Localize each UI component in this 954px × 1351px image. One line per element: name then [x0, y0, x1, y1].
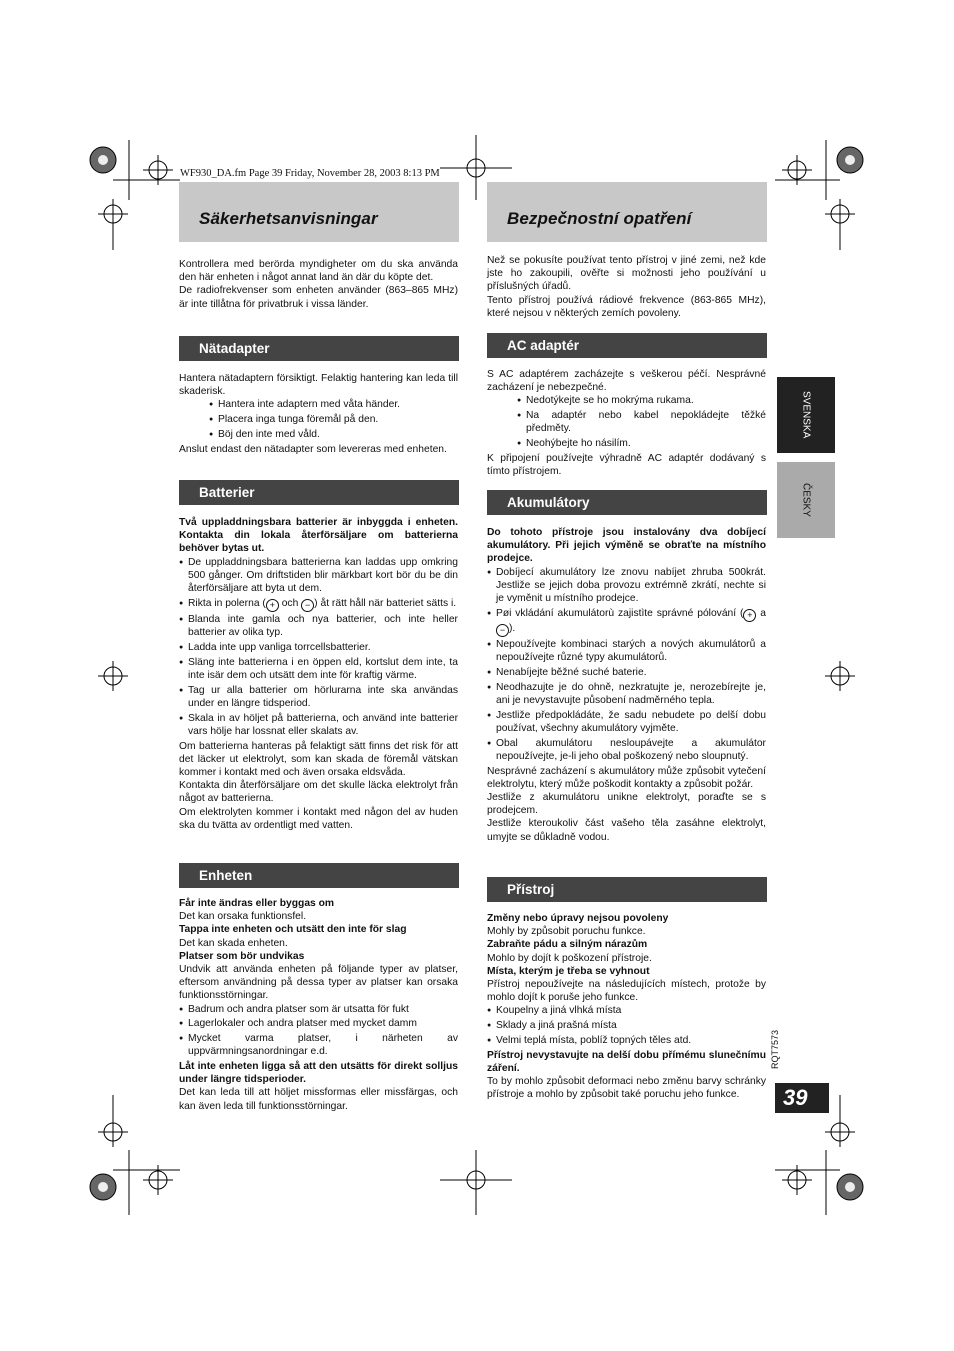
- section-header-enheten: [179, 863, 459, 888]
- list-item: ● Neodhazujte je do ohně, nezkratujte je, nerozebírejte je, ani je nevystavujte působení nadměrného tepla.: [487, 681, 766, 707]
- intro-paragraph: De radiofrekvenser som enheten använder (863–865 MHz) är inte tillåtna för privatbruk i vissa länder.: [179, 285, 458, 310]
- list-item-polarity: ● Pøi vkládání akumulátorù zajistìte správné pólování ( + a − ).: [487, 607, 766, 637]
- minus-icon: −: [301, 599, 314, 612]
- paragraph: Kontakta din återförsäljare om det skulle läcka elektrolyt från något av batterierna.: [179, 780, 458, 805]
- intro-paragraph: Kontrollera med berörda myndigheter om du ska använda den här enheten i något annat land än där du köpte det.: [179, 259, 458, 284]
- language-tab-svenska: [777, 377, 835, 453]
- section-heading: Batterier: [199, 485, 255, 500]
- document-code: RQT7573: [770, 1030, 780, 1070]
- section-header-ac-adapter: [487, 333, 767, 358]
- list-item: ● Skala in av höljet på batterierna, och använd inte batterier vars hölje har lossnat eller skalats av.: [179, 712, 458, 738]
- paragraph: Om batterierna hanteras på felaktigt sätt finns det risk för att det läcker ut elektrolyt, som kan skada de föremål vätskan kommer i kontakt med och även orsaka eldsvåda.: [179, 740, 458, 778]
- bold-paragraph: Přístroj nevystavujte na delší dobu přímému slunečnímu záření.: [487, 1049, 766, 1074]
- paragraph: Nesprávné zacházení s akumulátory může způsobit vytečení elektrolytu, který může poškodit kontakty a způsobit požár.: [487, 765, 766, 790]
- section-heading: Přístroj: [507, 882, 555, 897]
- list-item: ● Ladda inte upp vanliga torrcellsbatterier.: [179, 641, 458, 654]
- list-item: ● Dobíjecí akumulátory lze znovu nabíjet zhruba 500krát. Jestliže se jejich doba provozu extrémně zkrátí, nechte si je vyměnit u místního prodejce.: [487, 566, 766, 606]
- right-intro: [487, 254, 766, 320]
- paragraph: Det kan skada enheten.: [179, 937, 288, 949]
- list-item: ● Obal akumulátoru nesloupávejte a akumulátor nepoužívejte, je-li jeho obal poškozený nebo sloupnutý.: [487, 737, 766, 763]
- page-title-cesky: Bezpečnostní opatření: [507, 209, 692, 228]
- list-item: ● Tag ur alla batterier om hörlurarna inte ska användas under en längre tidsperiod.: [179, 684, 458, 710]
- list-item: ● Nedotýkejte se ho mokrýma rukama.: [517, 394, 766, 407]
- ac-text: [487, 368, 766, 478]
- list-item: ● Sklady a jiná prašná místa: [487, 1019, 766, 1032]
- section-heading: Enheten: [199, 868, 253, 883]
- left-intro: [179, 258, 458, 311]
- list-item: ● Velmi teplá místa, poblíž topných těles atd.: [487, 1034, 766, 1047]
- section-header-akumulatory: [487, 490, 767, 515]
- section-header-batterier: [179, 480, 459, 505]
- list-item: ● Hantera inte adaptern med våta händer.: [209, 398, 458, 411]
- tab-label: SVENSKA: [800, 391, 812, 439]
- bold-paragraph: Místa, kterým je třeba se vyhnout: [487, 965, 650, 977]
- bold-paragraph: Låt inte enheten ligga så att den utsätts för direkt solljus under längre tidsperioder.: [179, 1060, 458, 1086]
- plus-icon: +: [743, 609, 756, 622]
- list-item: ● Mycket varma platser, i närheten av uppvärmningsanordningar e.d.: [179, 1032, 458, 1058]
- language-tab-cesky: [777, 462, 835, 538]
- natadapter-text: [179, 372, 458, 456]
- list-item: ● Neohýbejte ho násilím.: [517, 437, 766, 450]
- bold-paragraph: Tappa inte enheten och utsätt den inte för slag: [179, 924, 407, 936]
- pristroj-text: [487, 912, 766, 1101]
- section-heading: AC adaptér: [507, 338, 580, 353]
- bold-paragraph: Får inte ändras eller byggas om: [179, 898, 335, 909]
- paragraph: K připojení používejte výhradně AC adaptér dodávaný s tímto přístrojem.: [487, 452, 766, 477]
- list-item: ● De uppladdningsbara batterierna kan laddas upp omkring 500 gånger. Om driftstiden blir märkbart kort bör du be din återförsäljare att byta ut dem.: [179, 556, 458, 596]
- list-item-polarity: ● Rikta in polerna ( + och − ) åt rätt håll när batteriet sätts i.: [179, 597, 458, 612]
- list-item: ● Na adaptér nebo kabel nepokládejte těžké předměty.: [517, 409, 766, 435]
- paragraph: Anslut endast den nätadapter som levereras med enheten.: [179, 443, 447, 455]
- file-info: WF930_DA.fm Page 39 Friday, November 28, 2003 8:13 PM: [180, 168, 440, 179]
- list-item: ● Lagerlokaler och andra platser med mycket damm: [179, 1017, 458, 1030]
- paragraph: Přístroj nepoužívejte na následujících místech, protože by mohlo dojít k poruše jeho funkce.: [487, 979, 766, 1004]
- list-item: ● Koupelny a jiná vlhká místa: [487, 1004, 766, 1017]
- list-item: ● Släng inte batterierna i en öppen eld, kortslut dem inte, ta inte isär dem och utsätt dem inte för kraftig värme.: [179, 656, 458, 682]
- section-header-natadapter: [179, 336, 459, 361]
- paragraph: Jestliže kteroukoliv část vašeho těla zasáhne elektrolyt, umyjte se důkladně vodou.: [487, 818, 766, 843]
- paragraph: To by mohlo způsobit deformaci nebo změnu barvy schránky přístroje a mohlo by způsobit také poruchu jeho funkce.: [487, 1075, 766, 1101]
- akumulatory-text: [487, 526, 766, 844]
- section-heading: Nätadapter: [199, 341, 270, 356]
- bold-paragraph: Platser som bör undvikas: [179, 950, 305, 962]
- minus-icon: −: [496, 624, 509, 637]
- paragraph: S AC adaptérem zacházejte s veškerou péčí. Nesprávné zacházení je nebezpečné.: [487, 369, 766, 394]
- paragraph: Mohlo by dojít k poškození přístroje.: [487, 952, 652, 964]
- list-item: ● Jestliže předpokládáte, že sadu nebudete po delší dobu používat, všechny akumulátory vyjměte.: [487, 709, 766, 735]
- bold-paragraph: Změny nebo úpravy nejsou povoleny: [487, 913, 669, 924]
- paragraph: Om elektrolyten kommer i kontakt med någon del av huden ska du tvätta av ordentligt med vatten.: [179, 806, 458, 831]
- page-number-box: [775, 1083, 829, 1113]
- section-heading: Akumulátory: [507, 495, 590, 510]
- paragraph: Mohly by způsobit poruchu funkce.: [487, 926, 646, 938]
- batterier-text: [179, 516, 458, 832]
- bold-paragraph: Zabraňte pádu a silným nárazům: [487, 939, 648, 951]
- enheten-text: [179, 897, 458, 1113]
- bold-paragraph: Do tohoto přístroje jsou instalovány dva dobíjecí akumulátory. Při jejich výměně se obraťte na místního prodejce.: [487, 527, 766, 565]
- right-title-box: [487, 182, 767, 242]
- tab-label: ČESKY: [800, 483, 812, 517]
- paragraph: Det kan orsaka funktionsfel.: [179, 911, 307, 923]
- list-item: ● Böj den inte med våld.: [209, 428, 458, 441]
- list-item: ● Badrum och andra platser som är utsatta för fukt: [179, 1003, 458, 1016]
- intro-paragraph: Než se pokusíte používat tento přístroj v jiné zemi, než kde jste ho zakoupili, ověřte si možnosti jeho používání u příslušných úřadů.: [487, 255, 766, 293]
- paragraph: Undvik att använda enheten på följande typer av platser, eftersom användning på dessa typer av platser kan orsaka funktionsstörningar.: [179, 964, 458, 1002]
- page-title-svenska: Säkerhetsanvisningar: [199, 209, 378, 228]
- left-title-box: [179, 182, 459, 242]
- paragraph: Det kan leda till att höljet missformas eller missfärgas, och kan även leda till funktionsstörningar.: [179, 1087, 458, 1112]
- section-header-pristroj: [487, 877, 767, 902]
- intro-paragraph: Tento přístroj používá rádiové frekvence (863-865 MHz), které nejsou v některých zemích povoleny.: [487, 294, 766, 319]
- list-item: ● Blanda inte gamla och nya batterier, och inte heller batterier av olika typ.: [179, 613, 458, 639]
- paragraph: Jestliže z akumulátoru unikne elektrolyt, poraďte se s prodejcem.: [487, 791, 766, 817]
- list-item: ● Placera inga tunga föremål på den.: [209, 413, 458, 426]
- plus-icon: +: [266, 599, 279, 612]
- bold-paragraph: Två uppladdningsbara batterier är inbyggda i enheten. Kontakta din lokala återförsäljare om batterierna behöver bytas ut.: [179, 517, 458, 555]
- list-item: ● Nepoužívejte kombinaci starých a nových akumulátorů a nepoužívejte různé typy akumulátorů.: [487, 638, 766, 664]
- paragraph: Hantera nätadaptern försiktigt. Felaktig hantering kan leda till skaderisk.: [179, 373, 458, 398]
- list-item: ● Nenabíjejte běžné suché baterie.: [487, 666, 766, 679]
- page-number: 39: [783, 1085, 808, 1110]
